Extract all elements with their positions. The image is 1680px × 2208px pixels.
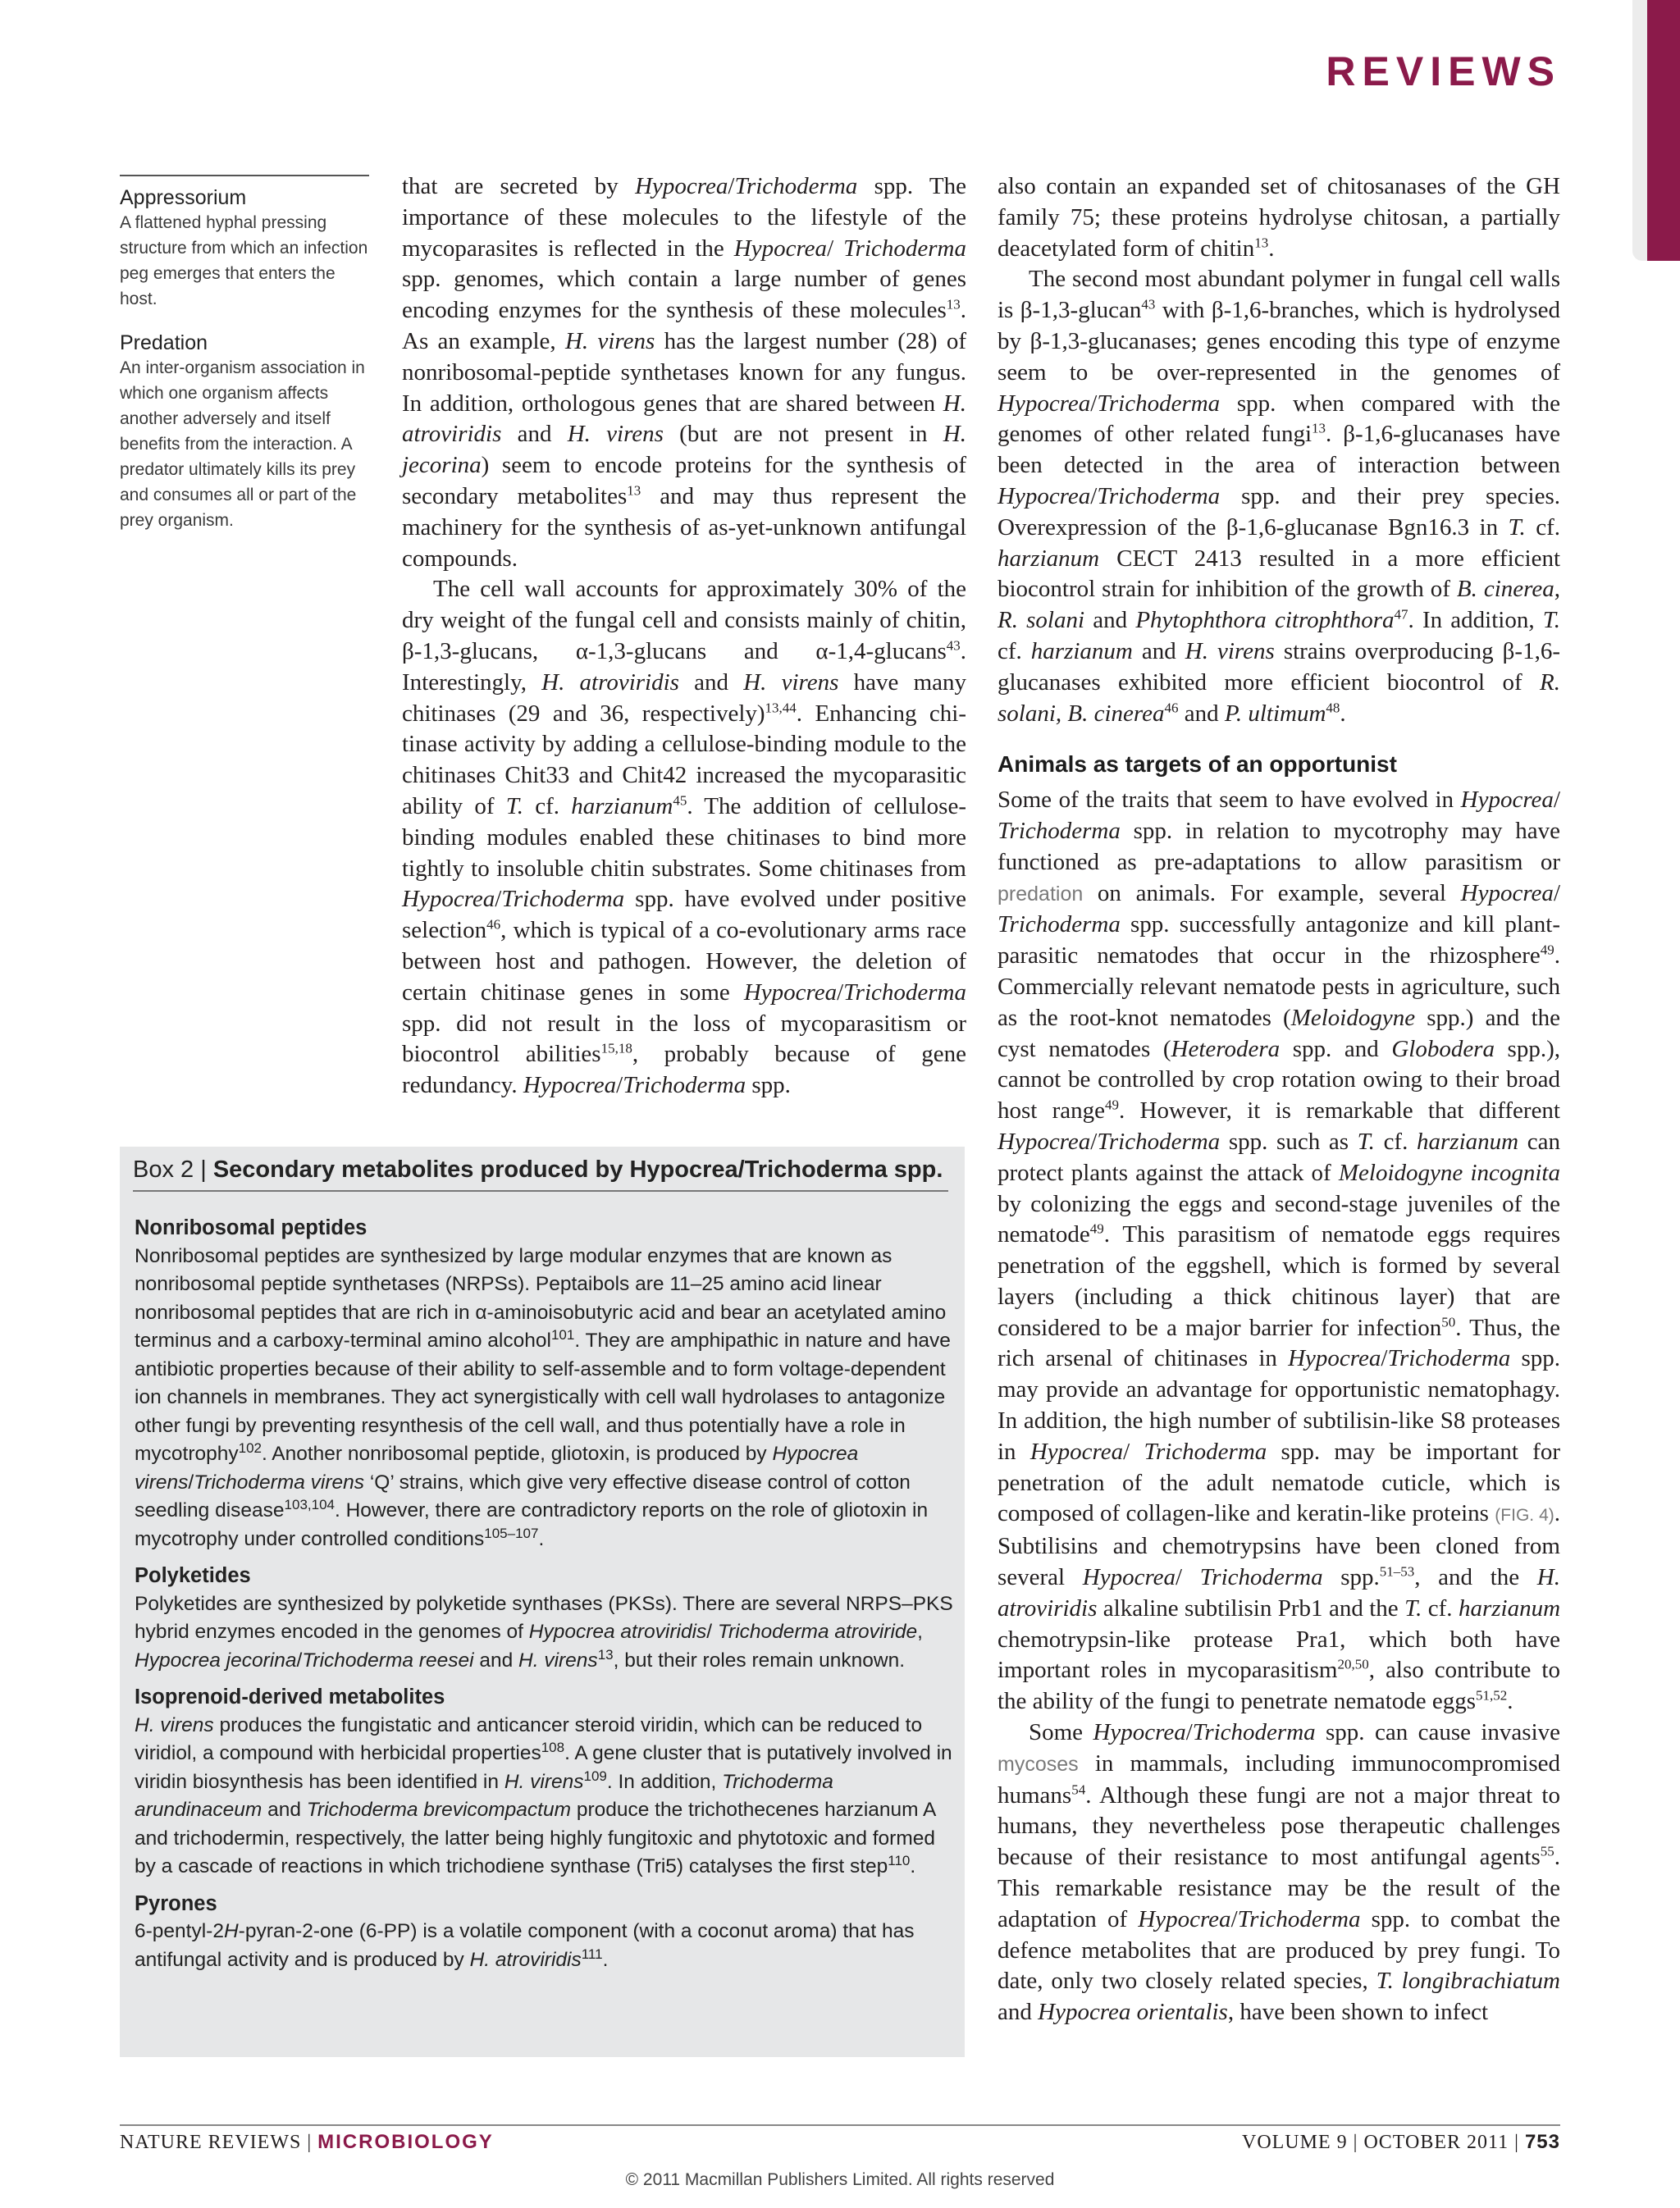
box-paragraph: Nonribosomal peptides are synthesized by large modular enzymes that are known as nonribosomal peptide synthetases (NRPSs). Peptaibols are 11–25 amino acid linear nonribosomal peptides that are rich in α-aminoisobutyric acid and bear an acetylated amino terminus and a carboxy-terminal amino alcohol$^{101}$. They are amphipathic in nature and have antibiotic properties because of their ability to self-assemble and to form voltage-dependent ion channels in membranes. They act synergistically with cell wall hydrolases to antagonize other fungi by preventing resynthesis of the cell wall, and thus potentially have a role in mycotrophy$^{102}$. Another nonribosomal peptide, gliotoxin, is produced by Hypocrea virens/Trichoderma virens ‘Q’ strains, which give very effective disease control of cotton seedling disease$^{103,104}$. However, there are contradictory reports on the role of gliotoxin in mycotrophy under controlled conditions$^{105-107}$. <box>135 1244 951 1550</box>
glossary-term: Predation <box>120 331 208 354</box>
box-title: Box 2 | Secondary metabolites produced by Hypocrea/Trichoderma spp. <box>133 1156 948 1192</box>
body-paragraph: Some Hypocrea/Trichoderma spp. can cause invasive mycoses in mammals, including immunocompromised humans$^{54}$. Although these fungi are not a major threat to humans, they nevertheless pose therapeutic challenges because of their resistance to most antifungal agents$^{55}$. This remarkable resistance may be the result of the adaptation of Hypocrea/Trichoderma spp. to combat the defence metabolites that are produced by prey fungi. To date, only two closely related species, T. longibrachiatum and Hypocrea orientalis, have been shown to infect <box>998 1719 1561 2026</box>
body-column-right <box>998 171 1560 2028</box>
footer-rule <box>120 2124 1560 2126</box>
glossary-rule <box>120 175 369 176</box>
figure-reference-link[interactable]: (FIG. 4) <box>1495 1506 1554 1526</box>
box-heading: Secondary metabolites produced by Hypocrea/Trichoderma spp. <box>212 1156 943 1183</box>
body-paragraph: also contain an expanded set of chitosanases of the GH family 75; these proteins hydrolyse chitosan, a partially deacetylated form of chitin$^{13}$. <box>998 173 1560 262</box>
body-paragraph: Some of the traits that seem to have evolved in Hypocrea/ Trichoderma spp. in relation to mycotrophy may have functioned as pre-adaptations to allow parasitism or predation on animals. For example, several Hypocrea/ Trichoderma spp. successfully antagonize and kill plant-parasitic nematodes that occur in the rhizosphere$^{49}$. Commercially relevant nematode pests in agriculture, such as the root-knot nematodes (Meloidogyne spp.) and the cyst nematodes (Heterodera spp. and Globodera spp.), cannot be controlled by crop rotation owing to their broad host range$^{49}$. However, it is remarkable that different Hypocrea/Trichoderma spp. such as T. cf. harzianum can protect plants against the attack of Meloidogyne incognita by colonizing the eggs and second-stage juveniles of the nematode$^{49}$. This parasitism of nematode eggs requires penetration of the eggshell, which is formed by several layers (including a thick chitinous layer) that are considered to be a major barrier for infection$^{50}$. Thus, the rich arsenal of chitinases in Hypocrea/Trichoderma spp. may provide an advantage for opportunistic nematophagy. In addition, the high number of subtilisin-like S8 proteases in Hypocrea/ Trichoderma spp. may be important for penetration of the adult nematode cuticle, which is composed of collagen-like and keratin-like proteins (FIG. 4). Subtilisins and chemotrypsins have been cloned from several Hypocrea/ Trichoderma spp.$^{51-53}$, and the H. atroviridis alkaline subtilisin Prb1 and the T. cf. harzianum chemotrypsin-like protease Pra1, which both have important roles in mycoparasitism$^{20,50}$, also contribute to the ability of the fungi to penetrate nematode eggs$^{51,52}$. <box>998 787 1561 1715</box>
body-column-middle <box>402 171 966 1102</box>
box-section-heading: Nonribosomal peptides <box>135 1216 368 1239</box>
issue-date: OCTOBER 2011 <box>1363 2132 1509 2153</box>
glossary-sidebar <box>120 175 369 553</box>
edge-tab <box>1647 0 1680 261</box>
box-section-heading: Pyrones <box>135 1891 217 1915</box>
edge-tab-shadow <box>1632 0 1647 261</box>
glossary-definition: An inter-organism association in which one organism affects another adversely and itself benefits from the interaction. A predator ultimately kills its prey and consumes all or part of the prey organism. <box>120 358 365 530</box>
journal-name: NATURE REVIEWS <box>120 2132 302 2153</box>
section-label: REVIEWS <box>1326 48 1561 94</box>
section-heading: Animals as targets of an opportunist <box>998 751 1397 778</box>
box-paragraph: 6-pentyl-2H-pyran-2-one (6-PP) is a volatile component (with a coconut aroma) that has antifungal activity and is produced by H. atroviridis$^{111}$. <box>135 1920 915 1971</box>
body-paragraph: The cell wall accounts for approximately 30% of the dry weight of the fungal cell and consists mainly of chitin, β-1,3-glucans, α-1,3-glucans and α-1,4-glucans$^{43}$. Interestingly, H. atroviridis and H. virens have many chitinases (29 and 36, respectively)$^{13,44}$. Enhancing chitinase activity by adding a cellulose-binding module to the chitinases Chit33 and Chit42 increased the mycoparasitic ability of T. cf. harzianum$^{45}$. The addition of cellulose-binding modules enabled these chitinases to bind more tightly to insoluble chitin substrates. Some chitinases from Hypocrea/Trichoderma spp. have evolved under positive selection$^{46}$, which is typical of a co-evolutionary arms race between host and pathogen. However, the deletion of certain chitinase genes in some Hypocrea/Trichoderma spp. did not result in the loss of mycoparasitism or biocontrol abilities$^{15,18}$, probably because of gene redundancy. Hypocrea/Trichoderma spp. <box>402 576 966 1099</box>
box-section-heading: Polyketides <box>135 1564 251 1587</box>
body-paragraph: The second most abundant polymer in fungal cell walls is β-1,3-glucan$^{43}$ with β-1,6-branches, which is hydrolysed by β-1,3-glucanases; genes encoding this type of enzyme seem to be over-represented in the genomes of Hypocrea/Trichoderma spp. when compared with the genomes of other related fungi$^{13}$. β-1,6-glucanases have been detected in the area of interaction between Hypocrea/Trichoderma spp. and their prey species. Overexpression of the β-1,6-glucanase Bgn16.3 in T. cf. harzianum CECT 2413 resulted in a more efficient biocontrol strain for inhibition of the growth of B. cinerea, R. solani and Phytophthora citrophthora$^{47}$. In addition, T. cf. harzianum and H. virens strains overproducing β-1,6-glucanases exhibited more efficient biocontrol of R. solani, B. cinerea$^{46}$ and P. ultimum$^{48}$. <box>998 266 1561 727</box>
copyright: © 2011 Macmillan Publishers Limited. All rights reserved <box>625 2170 1055 2189</box>
footer-journal: NATURE REVIEWS | MICROBIOLOGY <box>120 2131 494 2153</box>
glossary-term: Appressorium <box>120 186 247 209</box>
glossary-link-mycoses[interactable]: mycoses <box>998 1752 1079 1776</box>
glossary-definition: A flattened hyphal pressing structure from which an infection peg emerges that enters the host. <box>120 213 368 308</box>
box-2 <box>120 1147 965 2057</box>
page-number: 753 <box>1524 2131 1560 2153</box>
body-paragraph: that are secreted by Hypocrea/Trichoderma spp. The importance of these molecules to the lifestyle of the mycoparasites is reflected in the Hypocrea/ Trichoderma spp. genomes, which contain a large number of genes encoding enzymes for the synthesis of these molecules$^{13}$. As an example, H. virens has the largest number (28) of nonribosomal-peptide synthetases known for any fungus. In addition, orthologous genes that are shared between H. atroviridis and H. virens (but are not present in H. jecorina) seem to encode proteins for the synthesis of secondary metabolites$^{13}$ and may thus represent the machinery for the synthesis of as-yet-unknown antifungal compounds. <box>402 173 966 572</box>
volume: VOLUME 9 <box>1241 2132 1348 2153</box>
box-body <box>135 1206 955 1974</box>
box-section-heading: Isoprenoid-derived metabolites <box>135 1686 445 1708</box>
box-paragraph: Polyketides are synthesized by polyketide synthases (PKSs). There are several NRPS–PKS hybrid enzymes encoded in the genomes of Hypocrea atroviridis/ Trichoderma atroviride, Hypocrea jecorina/Trichoderma reesei and H. virens$^{13}$, but their roles remain unknown. <box>135 1592 953 1672</box>
box-label: Box 2 <box>133 1156 194 1183</box>
footer-issue: VOLUME 9 | OCTOBER 2011 | 753 <box>1241 2131 1560 2153</box>
journal-section: MICROBIOLOGY <box>317 2131 494 2153</box>
box-paragraph: H. virens produces the fungistatic and anticancer steroid viridin, which can be reduced to viridiol, a compound with herbicidal properties$^{108}$. A gene cluster that is putatively involved in viridin biosynthesis has been identified in H. virens$^{109}$. In addition, Trichoderma arundinaceum and Trichoderma brevicompactum produce the trichothecenes harzianum A and trichodermin, respectively, the latter being highly fungitoxic and phytotoxic and formed by a cascade of reactions in which trichodiene synthase (Tri5) catalyses the first step$^{110}$. <box>135 1713 952 1877</box>
glossary-link-predation[interactable]: predation <box>998 882 1084 906</box>
